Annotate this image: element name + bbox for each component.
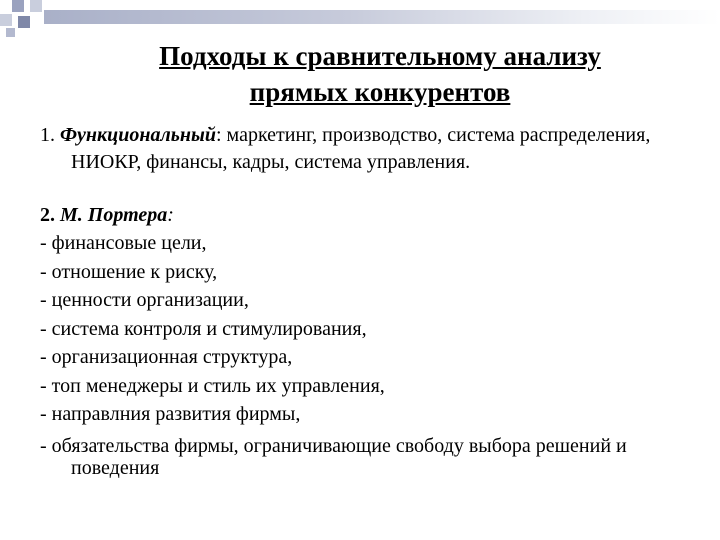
- slide-title: [80, 38, 680, 110]
- approach-name: М. Портера: [60, 204, 168, 226]
- approach-description: маркетинг, производство, система распределения, НИОКР, финансы, кадры, система управления.: [71, 124, 651, 173]
- list-item: - направлния развития фирмы,: [40, 403, 301, 425]
- porter-points-list: [40, 229, 700, 479]
- list-item: - финансовые цели,: [40, 232, 207, 254]
- list-item: - ценности организации,: [40, 289, 249, 311]
- title-bar-decoration: [44, 10, 720, 24]
- list-item: - отношение к риску,: [40, 260, 218, 283]
- item-colon: :: [215, 124, 222, 146]
- deco-square: [0, 14, 12, 26]
- approach-porter: [40, 201, 700, 229]
- list-item: - обязательства фирмы, ограничивающие свободу выбора решений и поведения: [40, 434, 627, 479]
- approach-functional: [40, 122, 700, 176]
- deco-square: [6, 28, 15, 37]
- slide-body: [40, 122, 700, 479]
- deco-square: [30, 0, 42, 12]
- list-item: - организационная структура,: [40, 346, 293, 368]
- item-number: 2.: [40, 204, 55, 226]
- deco-square: [12, 0, 24, 12]
- title-line-1: Подходы к сравнительному анализу: [159, 41, 601, 71]
- approach-name: Функциональный: [60, 124, 216, 146]
- item-colon: :: [167, 204, 174, 226]
- list-item: - топ менеджеры и стиль их управления,: [40, 374, 385, 397]
- title-line-2: прямых конкурентов: [249, 77, 511, 107]
- item-number: 1.: [40, 124, 55, 146]
- list-item: - система контроля и стимулирования,: [40, 317, 367, 340]
- deco-square: [18, 16, 30, 28]
